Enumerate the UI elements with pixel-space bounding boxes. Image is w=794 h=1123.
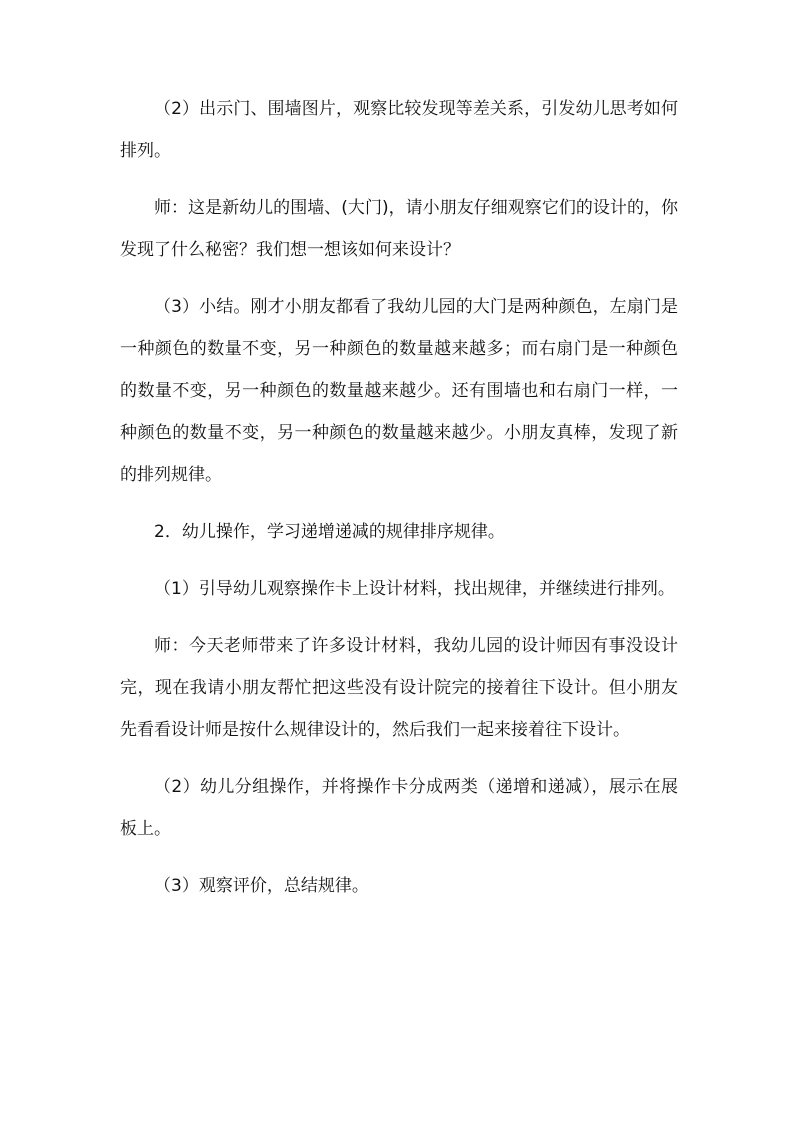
paragraph-summary: （3）小结。刚才小朋友都看了我幼儿园的大门是两种颜色，左扇门是一种颜色的数量不变，另一种颜色的数量越来越多；而右扇门是一种颜色的数量不变，另一种颜色的数量越来越少。还有围墙也和右扇门一样，一种颜色的数量不变，另一种颜色的数量越来越少。小朋友真棒，发现了新的排列规律。 xyxy=(120,297,678,485)
document-body xyxy=(120,88,678,922)
paragraph-section-2-heading: 2．幼儿操作，学习递增递减的规律排序规律。 xyxy=(154,522,505,542)
paragraph-show-door-wall-pictures: （2）出示门、围墙图片，观察比较发现等差关系，引发幼儿思考如何排列。 xyxy=(120,99,678,161)
paragraph-guide-observation: （1）引导幼儿观察操作卡上设计材料，找出规律，并继续进行排列。 xyxy=(154,579,675,599)
paragraph-teacher-question: 师：这是新幼儿的围墙、(大门)，请小朋友仔细观察它们的设计的，你发现了什么秘密？我们想一想该如何来设计？ xyxy=(120,198,678,260)
paragraph-group-operation: （2）幼儿分组操作，并将操作卡分成两类（递增和递减），展示在展板上。 xyxy=(120,777,678,839)
paragraph-evaluation: （3）观察评价，总结规律。 xyxy=(154,876,369,896)
paragraph-teacher-materials: 师：今天老师带来了许多设计材料，我幼儿园的设计师因有事没设计完，现在我请小朋友帮忙把这些没有设计院完的接着往下设计。但小朋友先看看设计师是按什么规律设计的，然后我们一起来接着往下设计。 xyxy=(120,636,678,740)
